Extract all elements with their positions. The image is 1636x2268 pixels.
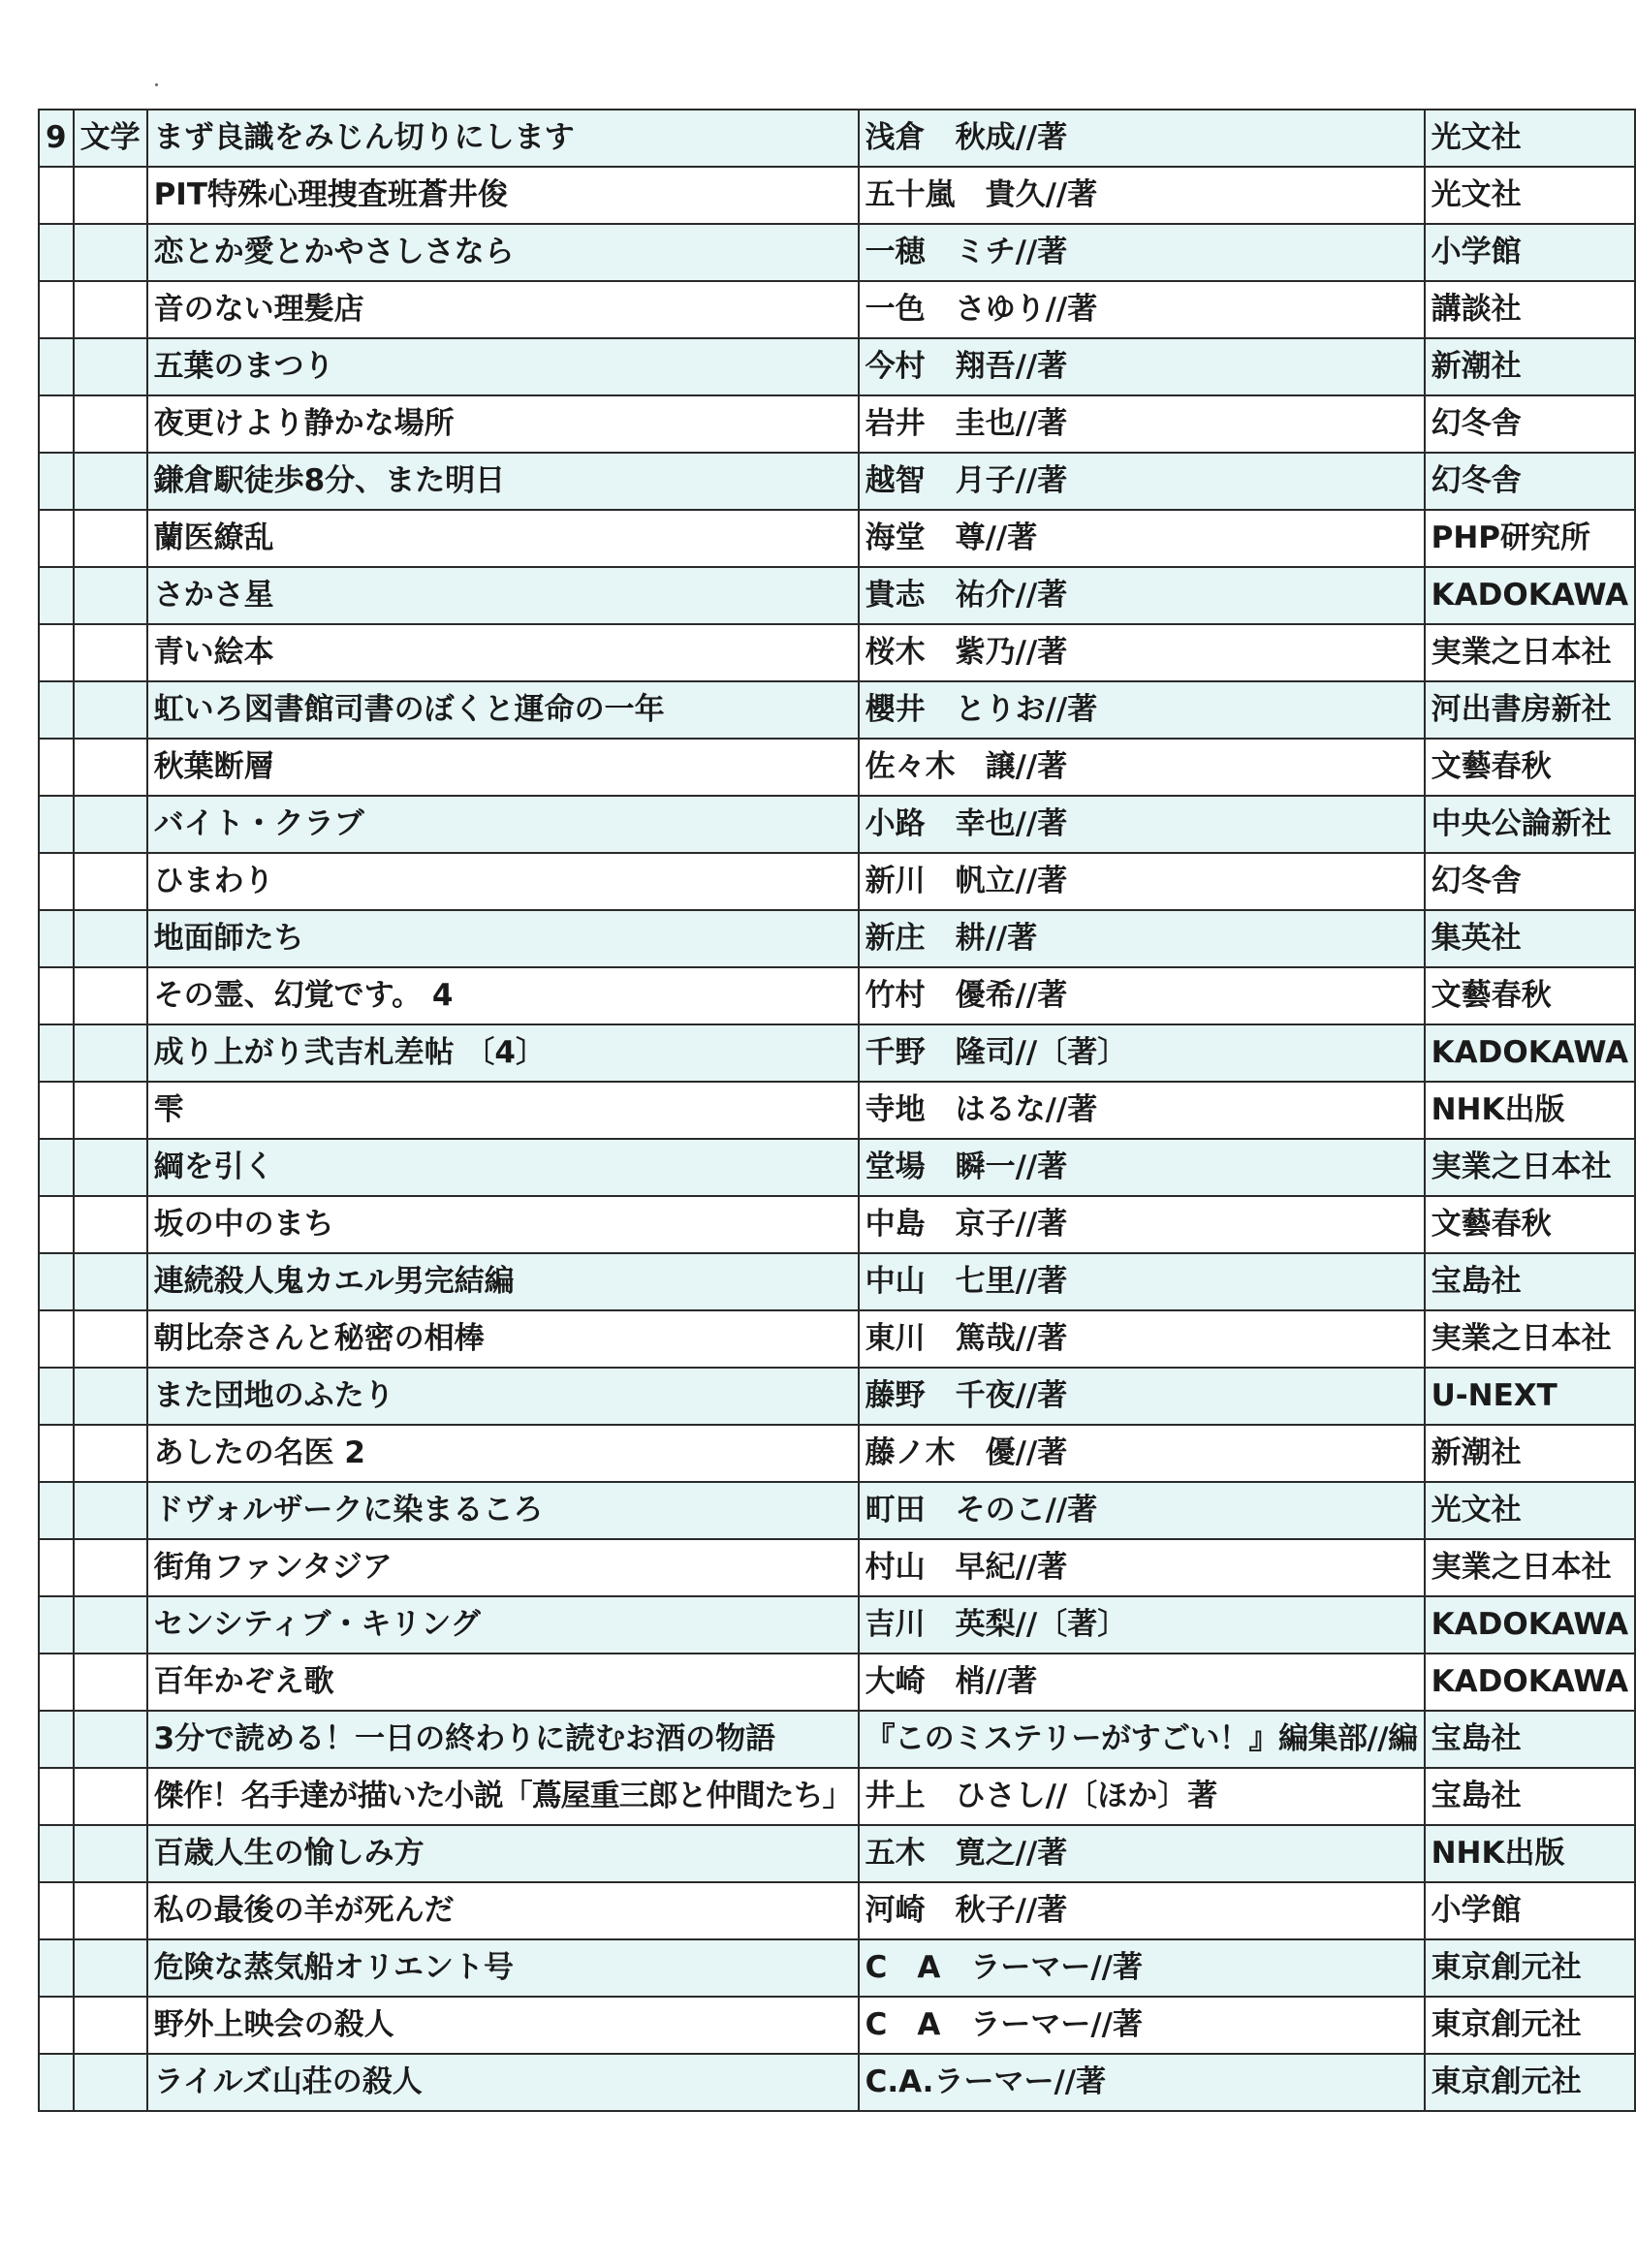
category-cell	[74, 624, 147, 681]
table-row	[39, 338, 1635, 395]
table-row	[39, 624, 1635, 681]
category-cell	[74, 1654, 147, 1711]
table-row	[39, 1139, 1635, 1196]
category-cell	[74, 739, 147, 796]
author-cell: 千野 隆司//〔著〕	[859, 1024, 1425, 1082]
section-number-cell	[39, 1482, 74, 1539]
author-cell: C.A.ラーマー//著	[859, 2054, 1425, 2111]
category-cell	[74, 1768, 147, 1825]
publisher-cell: PHP研究所	[1425, 510, 1636, 567]
book-title-cell: センシティブ・キリング	[147, 1596, 859, 1654]
table-row	[39, 110, 1635, 167]
section-number-cell	[39, 1082, 74, 1139]
category-cell	[74, 1253, 147, 1310]
section-number-cell	[39, 681, 74, 739]
author-cell: 寺地 はるな//著	[859, 1082, 1425, 1139]
author-cell: 五木 寛之//著	[859, 1825, 1425, 1882]
author-cell: 東川 篤哉//著	[859, 1310, 1425, 1368]
section-number-cell	[39, 1997, 74, 2054]
author-cell: 吉川 英梨//〔著〕	[859, 1596, 1425, 1654]
section-number-cell	[39, 395, 74, 453]
category-cell	[74, 1024, 147, 1082]
book-title-cell: 恋とか愛とかやさしさなら	[147, 224, 859, 281]
section-number-cell	[39, 1711, 74, 1768]
publisher-cell: 新潮社	[1425, 1425, 1636, 1482]
author-cell: 井上 ひさし//〔ほか〕著	[859, 1768, 1425, 1825]
category-cell	[74, 796, 147, 853]
publisher-cell: 文藝春秋	[1425, 967, 1636, 1024]
publisher-cell: 文藝春秋	[1425, 1196, 1636, 1253]
publisher-cell: 集英社	[1425, 910, 1636, 967]
table-row	[39, 1882, 1635, 1939]
table-row	[39, 910, 1635, 967]
table-row	[39, 1024, 1635, 1082]
table-row	[39, 1082, 1635, 1139]
section-number-cell	[39, 338, 74, 395]
publisher-cell: 光文社	[1425, 110, 1636, 167]
author-cell: 大崎 梢//著	[859, 1654, 1425, 1711]
table-row	[39, 281, 1635, 338]
book-title-cell: 百歳人生の愉しみ方	[147, 1825, 859, 1882]
author-cell: 越智 月子//著	[859, 453, 1425, 510]
book-title-cell: 地面師たち	[147, 910, 859, 967]
category-cell	[74, 1711, 147, 1768]
author-cell: 浅倉 秋成//著	[859, 110, 1425, 167]
publisher-cell: NHK出版	[1425, 1082, 1636, 1139]
author-cell: 小路 幸也//著	[859, 796, 1425, 853]
section-number-cell	[39, 1768, 74, 1825]
book-title-cell: ドヴォルザークに染まるころ	[147, 1482, 859, 1539]
author-cell: 今村 翔吾//著	[859, 338, 1425, 395]
table-row	[39, 1482, 1635, 1539]
author-cell: 堂場 瞬一//著	[859, 1139, 1425, 1196]
book-title-cell: 連続殺人鬼カエル男完結編	[147, 1253, 859, 1310]
publisher-cell: 実業之日本社	[1425, 1539, 1636, 1596]
author-cell: 新庄 耕//著	[859, 910, 1425, 967]
author-cell: 藤野 千夜//著	[859, 1368, 1425, 1425]
category-cell	[74, 1596, 147, 1654]
publisher-cell: NHK出版	[1425, 1825, 1636, 1882]
category-cell	[74, 853, 147, 910]
section-number-cell	[39, 624, 74, 681]
section-number-cell	[39, 796, 74, 853]
category-cell	[74, 395, 147, 453]
book-title-cell: ライルズ山荘の殺人	[147, 2054, 859, 2111]
section-number-cell	[39, 1425, 74, 1482]
category-cell	[74, 167, 147, 224]
section-number-cell	[39, 281, 74, 338]
table-row	[39, 739, 1635, 796]
section-number-cell	[39, 224, 74, 281]
author-cell: C A ラーマー//著	[859, 1939, 1425, 1997]
section-number-cell	[39, 2054, 74, 2111]
publisher-cell: 新潮社	[1425, 338, 1636, 395]
section-number-cell	[39, 967, 74, 1024]
book-title-cell: 街角ファンタジア	[147, 1539, 859, 1596]
table-row	[39, 167, 1635, 224]
book-list-body	[39, 110, 1635, 2111]
section-number-cell	[39, 853, 74, 910]
category-cell	[74, 1139, 147, 1196]
publisher-cell: 宝島社	[1425, 1768, 1636, 1825]
section-number-cell	[39, 510, 74, 567]
publisher-cell: 東京創元社	[1425, 2054, 1636, 2111]
author-cell: 新川 帆立//著	[859, 853, 1425, 910]
publisher-cell: 宝島社	[1425, 1711, 1636, 1768]
category-cell	[74, 1482, 147, 1539]
section-number-cell	[39, 567, 74, 624]
category-cell	[74, 1882, 147, 1939]
category-cell	[74, 338, 147, 395]
section-number-cell	[39, 1310, 74, 1368]
section-number-cell	[39, 739, 74, 796]
table-row	[39, 567, 1635, 624]
table-row	[39, 2054, 1635, 2111]
publisher-cell: 小学館	[1425, 224, 1636, 281]
category-cell	[74, 567, 147, 624]
book-title-cell: 鎌倉駅徒歩8分、また明日	[147, 453, 859, 510]
category-cell	[74, 681, 147, 739]
table-row	[39, 1825, 1635, 1882]
book-title-cell: 成り上がり弐吉札差帖 〔4〕	[147, 1024, 859, 1082]
book-title-cell: ひまわり	[147, 853, 859, 910]
book-title-cell: 3分で読める！一日の終わりに読むお酒の物語	[147, 1711, 859, 1768]
book-title-cell: まず良識をみじん切りにします	[147, 110, 859, 167]
category-cell	[74, 1825, 147, 1882]
book-title-cell: 五葉のまつり	[147, 338, 859, 395]
section-number-cell: 9	[39, 110, 74, 167]
publisher-cell: KADOKAWA	[1425, 1024, 1636, 1082]
table-row	[39, 1654, 1635, 1711]
book-title-cell: 坂の中のまち	[147, 1196, 859, 1253]
table-row	[39, 1539, 1635, 1596]
book-title-cell: あしたの名医 2	[147, 1425, 859, 1482]
publisher-cell: KADOKAWA	[1425, 1596, 1636, 1654]
author-cell: 佐々木 譲//著	[859, 739, 1425, 796]
publisher-cell: 中央公論新社	[1425, 796, 1636, 853]
book-title-cell: 綱を引く	[147, 1139, 859, 1196]
publisher-cell: 小学館	[1425, 1882, 1636, 1939]
book-title-cell: 雫	[147, 1082, 859, 1139]
section-number-cell	[39, 1024, 74, 1082]
author-cell: 桜木 紫乃//著	[859, 624, 1425, 681]
category-cell	[74, 1425, 147, 1482]
author-cell: 一色 さゆり//著	[859, 281, 1425, 338]
author-cell: C A ラーマー//著	[859, 1997, 1425, 2054]
author-cell: 五十嵐 貴久//著	[859, 167, 1425, 224]
book-title-cell: 青い絵本	[147, 624, 859, 681]
category-cell	[74, 510, 147, 567]
book-list-table	[38, 109, 1636, 2112]
book-title-cell: 虹いろ図書館司書のぼくと運命の一年	[147, 681, 859, 739]
book-title-cell: その霊、幻覚です。 4	[147, 967, 859, 1024]
publisher-cell: 実業之日本社	[1425, 624, 1636, 681]
table-row	[39, 967, 1635, 1024]
publisher-cell: 東京創元社	[1425, 1997, 1636, 2054]
category-cell	[74, 1368, 147, 1425]
publisher-cell: 光文社	[1425, 1482, 1636, 1539]
section-number-cell	[39, 453, 74, 510]
author-cell: 藤ノ木 優//著	[859, 1425, 1425, 1482]
author-cell: 岩井 圭也//著	[859, 395, 1425, 453]
category-cell	[74, 1196, 147, 1253]
table-row	[39, 1596, 1635, 1654]
book-title-cell: 夜更けより静かな場所	[147, 395, 859, 453]
author-cell: 海堂 尊//著	[859, 510, 1425, 567]
category-cell	[74, 1082, 147, 1139]
category-cell: 文学	[74, 110, 147, 167]
section-number-cell	[39, 1368, 74, 1425]
book-title-cell: 朝比奈さんと秘密の相棒	[147, 1310, 859, 1368]
book-title-cell: 私の最後の羊が死んだ	[147, 1882, 859, 1939]
table-row	[39, 1368, 1635, 1425]
table-row	[39, 510, 1635, 567]
author-cell: 中島 京子//著	[859, 1196, 1425, 1253]
section-number-cell	[39, 1253, 74, 1310]
publisher-cell: 幻冬舎	[1425, 453, 1636, 510]
publisher-cell: KADOKAWA	[1425, 1654, 1636, 1711]
category-cell	[74, 224, 147, 281]
publisher-cell: 幻冬舎	[1425, 853, 1636, 910]
book-title-cell: バイト・クラブ	[147, 796, 859, 853]
author-cell: 貴志 祐介//著	[859, 567, 1425, 624]
table-row	[39, 224, 1635, 281]
table-row	[39, 453, 1635, 510]
author-cell: 町田 そのこ//著	[859, 1482, 1425, 1539]
book-title-cell: さかさ星	[147, 567, 859, 624]
section-number-cell	[39, 167, 74, 224]
category-cell	[74, 453, 147, 510]
book-title-cell: PIT特殊心理捜査班蒼井俊	[147, 167, 859, 224]
category-cell	[74, 2054, 147, 2111]
section-number-cell	[39, 910, 74, 967]
author-cell: 河崎 秋子//著	[859, 1882, 1425, 1939]
category-cell	[74, 1939, 147, 1997]
publisher-cell: 幻冬舎	[1425, 395, 1636, 453]
book-title-cell: 音のない理髪店	[147, 281, 859, 338]
section-number-cell	[39, 1654, 74, 1711]
category-cell	[74, 1310, 147, 1368]
author-cell: 櫻井 とりお//著	[859, 681, 1425, 739]
book-title-cell: 蘭医繚乱	[147, 510, 859, 567]
book-title-cell: また団地のふたり	[147, 1368, 859, 1425]
table-row	[39, 796, 1635, 853]
publisher-cell: 文藝春秋	[1425, 739, 1636, 796]
section-number-cell	[39, 1196, 74, 1253]
table-row	[39, 681, 1635, 739]
publisher-cell: 光文社	[1425, 167, 1636, 224]
book-title-cell: 秋葉断層	[147, 739, 859, 796]
book-title-cell: 百年かぞえ歌	[147, 1654, 859, 1711]
table-row	[39, 1253, 1635, 1310]
publisher-cell: KADOKAWA	[1425, 567, 1636, 624]
table-row	[39, 853, 1635, 910]
book-title-cell: 危険な蒸気船オリエント号	[147, 1939, 859, 1997]
table-row	[39, 1196, 1635, 1253]
author-cell: 竹村 優希//著	[859, 967, 1425, 1024]
table-row	[39, 1768, 1635, 1825]
category-cell	[74, 910, 147, 967]
publisher-cell: 実業之日本社	[1425, 1310, 1636, 1368]
author-cell: 一穂 ミチ//著	[859, 224, 1425, 281]
book-title-cell: 傑作！名手達が描いた小説「蔦屋重三郎と仲間たち」	[147, 1768, 859, 1825]
category-cell	[74, 1539, 147, 1596]
publisher-cell: U-NEXT	[1425, 1368, 1636, 1425]
table-row	[39, 395, 1635, 453]
author-cell: 中山 七里//著	[859, 1253, 1425, 1310]
publisher-cell: 宝島社	[1425, 1253, 1636, 1310]
category-cell	[74, 281, 147, 338]
publisher-cell: 河出書房新社	[1425, 681, 1636, 739]
section-number-cell	[39, 1939, 74, 1997]
table-row	[39, 1711, 1635, 1768]
book-title-cell: 野外上映会の殺人	[147, 1997, 859, 2054]
scan-speck	[155, 83, 158, 86]
publisher-cell: 実業之日本社	[1425, 1139, 1636, 1196]
section-number-cell	[39, 1539, 74, 1596]
section-number-cell	[39, 1882, 74, 1939]
publisher-cell: 講談社	[1425, 281, 1636, 338]
category-cell	[74, 967, 147, 1024]
table-row	[39, 1939, 1635, 1997]
category-cell	[74, 1997, 147, 2054]
section-number-cell	[39, 1825, 74, 1882]
table-row	[39, 1310, 1635, 1368]
author-cell: 『このミステリーがすごい！』編集部//編	[859, 1711, 1425, 1768]
author-cell: 村山 早紀//著	[859, 1539, 1425, 1596]
table-row	[39, 1997, 1635, 2054]
publisher-cell: 東京創元社	[1425, 1939, 1636, 1997]
section-number-cell	[39, 1139, 74, 1196]
section-number-cell	[39, 1596, 74, 1654]
table-row	[39, 1425, 1635, 1482]
